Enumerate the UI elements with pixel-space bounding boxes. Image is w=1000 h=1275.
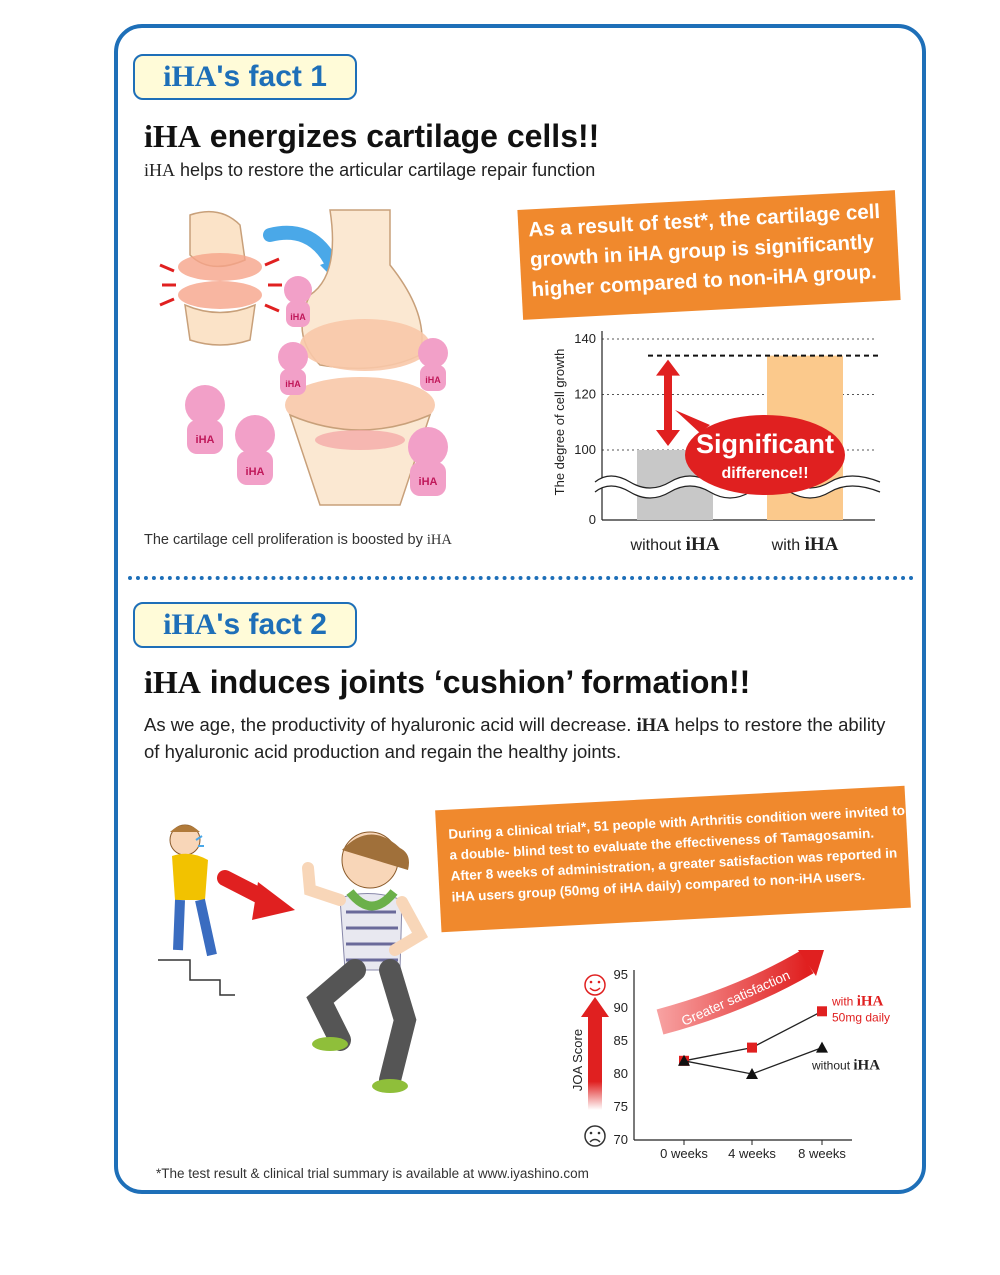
bar-category-text-1: with bbox=[771, 537, 805, 554]
difference-arrow-down-icon bbox=[656, 430, 680, 446]
line-chart-y-ticks bbox=[614, 967, 628, 1147]
cell-label-4: iHA bbox=[195, 434, 215, 446]
line-chart-y-tick-90: 90 bbox=[613, 1000, 628, 1015]
line-chart-x-label-1: 4 weeks bbox=[728, 1146, 776, 1161]
line-chart-y-tick-85: 85 bbox=[613, 1033, 628, 1048]
bar-chart-y-tick-140: 140 bbox=[574, 331, 596, 346]
series-0-label-dose: 50mg daily bbox=[832, 1010, 891, 1025]
line-chart-x-label-2: 8 weeks bbox=[798, 1146, 846, 1161]
cartilage-illustration bbox=[150, 205, 510, 525]
fact2-trial-banner: During a clinical trial*, 51 people with Arthritis condition were invited to a double- blind test to evaluate the effectiveness of Tamagosamin. After 8 weeks of administration, a greater satisfaction was reported in iHA users group (50mg of iHA daily) compared to non-iHA users. bbox=[435, 786, 911, 932]
greater-satisfaction-arrow bbox=[660, 950, 824, 1029]
line-chart-y-tick-75: 75 bbox=[613, 1099, 628, 1114]
series-1-label-brand: iHA bbox=[853, 1057, 881, 1074]
section-divider bbox=[128, 576, 914, 580]
fact1-badge-brand: iHA bbox=[163, 60, 217, 93]
joa-score-line-chart bbox=[572, 950, 902, 1165]
fact2-badge bbox=[133, 602, 357, 648]
footnote: *The test result & clinical trial summary is available at www.iyashino.com bbox=[156, 1166, 589, 1181]
fact1-headline-brand: iHA bbox=[144, 118, 201, 154]
fact2-para-part2: helps to restore the ability of hyaluronic acid production and regain the healthy joints. bbox=[144, 714, 886, 762]
series-1-label-text: without bbox=[812, 1058, 854, 1073]
fact1-sub-brand: iHA bbox=[144, 160, 175, 180]
bar-chart-y-tick-0: 0 bbox=[588, 512, 596, 527]
bar-chart-y-label: The degree of cell growth bbox=[552, 348, 567, 496]
series-0-label-text: with bbox=[832, 994, 857, 1009]
line-chart-y-tick-95: 95 bbox=[613, 967, 628, 982]
bar-chart-y-tick-120: 120 bbox=[574, 386, 596, 402]
active-woman-figure bbox=[308, 832, 420, 1093]
fact1-subheadline bbox=[144, 160, 595, 181]
cell-label-5: iHA bbox=[245, 466, 265, 478]
fact2-badge-text: 's fact 2 bbox=[216, 608, 327, 641]
line-chart-y-tick-70: 70 bbox=[613, 1132, 628, 1147]
fact2-headline bbox=[144, 664, 750, 701]
happy-face-icon bbox=[585, 975, 605, 995]
cell-growth-bar-chart bbox=[540, 325, 900, 565]
sad-face-icon bbox=[585, 1126, 605, 1146]
tired-person-figure bbox=[170, 825, 212, 955]
cell-label-1: iHA bbox=[290, 312, 306, 322]
bar-category-label-0 bbox=[630, 534, 720, 555]
cell-label-2: iHA bbox=[285, 379, 301, 389]
fact1-caption-text: The cartilage cell proliferation is boosted by bbox=[144, 532, 427, 548]
series-0-point-2 bbox=[817, 1006, 827, 1016]
fact2-headline-brand: iHA bbox=[144, 664, 201, 700]
red-arrow-icon bbox=[225, 878, 295, 920]
cell-label-6: iHA bbox=[418, 476, 438, 488]
cell-character-3 bbox=[418, 338, 448, 391]
line-chart-x-labels bbox=[660, 1140, 846, 1161]
bar-category-brand-0: iHA bbox=[685, 534, 720, 555]
fact1-caption bbox=[144, 532, 452, 549]
bar-category-brand-1: iHA bbox=[804, 534, 839, 555]
fact2-para-part1: As we age, the productivity of hyaluronic acid will decrease. bbox=[144, 714, 637, 735]
cell-label-3: iHA bbox=[425, 375, 441, 385]
fact2-badge-brand: iHA bbox=[163, 608, 217, 641]
fact1-badge-text: 's fact 1 bbox=[216, 60, 327, 93]
bar-chart-y-tick-100: 100 bbox=[574, 442, 596, 457]
bar-category-text-0: without bbox=[630, 537, 686, 554]
bar-category-label-1 bbox=[771, 534, 839, 555]
line-chart-y-tick-80: 80 bbox=[613, 1066, 628, 1081]
series-0-label-brand: iHA bbox=[856, 993, 884, 1010]
fact1-result-banner: As a result of test*, the cartilage cell growth in iHA group is significantly higher compared to non-iHA group. bbox=[517, 190, 900, 320]
cell-character-4 bbox=[185, 385, 225, 454]
fact1-headline bbox=[144, 118, 599, 155]
difference-label: difference!! bbox=[721, 465, 809, 482]
bar-chart-y-ticks bbox=[574, 331, 596, 527]
fact1-headline-text: energizes cartilage cells!! bbox=[200, 118, 600, 154]
series-1-point-2 bbox=[816, 1042, 828, 1053]
significant-label: Significant bbox=[695, 429, 835, 459]
fact2-paragraph bbox=[144, 712, 904, 764]
greater-satisfaction-label: Greater satisfaction bbox=[679, 967, 793, 1029]
fact1-badge bbox=[133, 54, 357, 100]
cell-character-5 bbox=[235, 415, 275, 485]
fact2-para-brand: iHA bbox=[636, 716, 670, 736]
fact1-sub-text: helps to restore the articular cartilage repair function bbox=[175, 160, 596, 180]
series-0-label bbox=[831, 993, 884, 1009]
series-0-point-1 bbox=[747, 1043, 757, 1053]
bar-chart-categories bbox=[630, 534, 839, 555]
mobility-illustration bbox=[150, 820, 450, 1100]
line-chart-y-label: JOA Score bbox=[570, 1028, 585, 1092]
stairs-icon bbox=[158, 960, 235, 995]
fact2-headline-text: induces joints ‘cushion’ formation!! bbox=[200, 664, 751, 700]
line-chart-x-label-0: 0 weeks bbox=[660, 1146, 708, 1161]
series-1-label bbox=[811, 1058, 880, 1074]
line-chart-series-labels bbox=[811, 993, 890, 1073]
cell-character-2 bbox=[278, 342, 308, 395]
difference-arrow-up-icon bbox=[656, 360, 680, 376]
joa-arrow-icon bbox=[581, 997, 609, 1110]
fact1-caption-brand: iHA bbox=[426, 532, 452, 548]
